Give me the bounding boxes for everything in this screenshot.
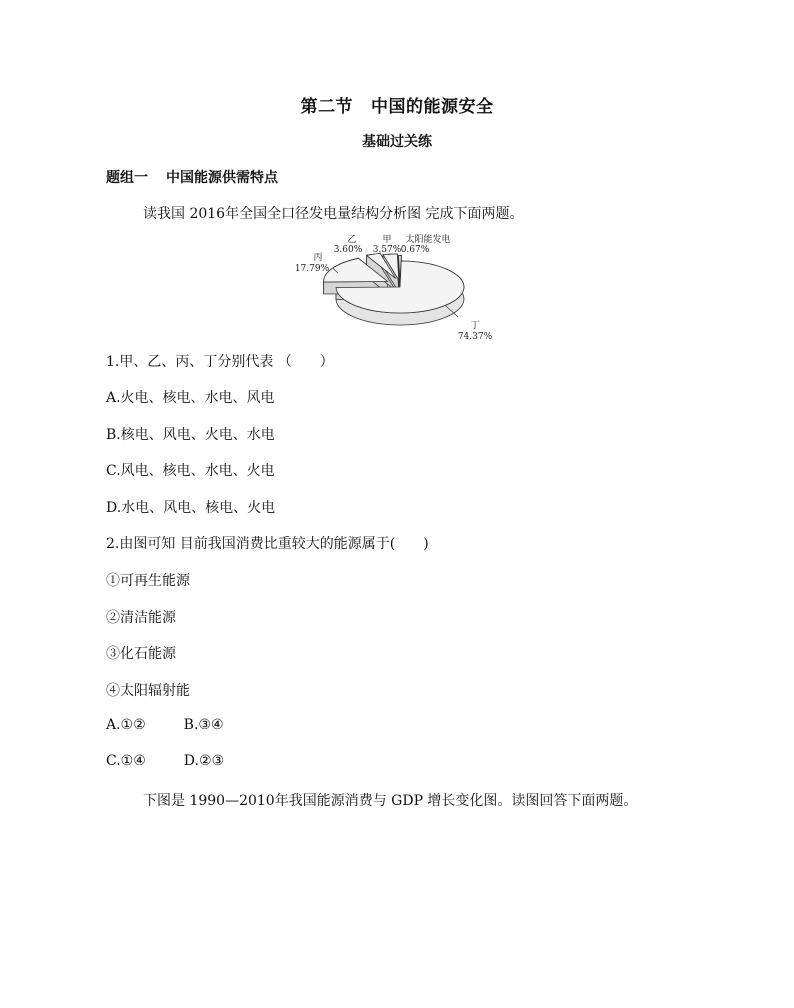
question-1-stem: 1.甲、乙、丙、丁分别代表 （ ）	[106, 354, 334, 370]
pie-chart	[290, 225, 510, 350]
pie-label-value-3: 3.57%	[372, 245, 402, 255]
pie-chart-svg	[290, 225, 510, 350]
section-label: 题组一	[106, 170, 148, 186]
intro-paragraph-1: 读我国 2016年全国全口径发电量结构分析图 完成下面两题。	[143, 206, 524, 222]
question-2-option-d: D.②③	[183, 753, 225, 769]
pie-label-name-3: 甲	[382, 235, 392, 245]
pie-leader-line-4	[400, 255, 402, 256]
question-2-options-row-1	[106, 717, 224, 733]
page-subtitle: 基础过关练	[362, 134, 432, 150]
pie-label-value-1: 17.79%	[294, 264, 330, 274]
pie-label-value-0: 74.37%	[457, 332, 493, 342]
title-part1: 第二节	[300, 97, 353, 117]
question-2-option-b: B.③④	[183, 717, 224, 733]
question-1-option-c: C.风电、核电、水电、火电	[106, 463, 275, 479]
section-heading	[106, 167, 278, 187]
question-2-statement-2: ②清洁能源	[106, 610, 176, 626]
title-part2: 中国的能源安全	[371, 97, 494, 117]
pie-label-name-0: 丁	[470, 321, 480, 331]
pie-label-value-2: 3.60%	[333, 245, 363, 255]
question-2-stem: 2.由图可知 目前我国消费比重较大的能源属于( )	[106, 536, 429, 552]
intro-paragraph-2: 下图是 1990—2010年我国能源消费与 GDP 增长变化图。读图回答下面两题。	[143, 793, 638, 809]
question-2-statement-1: ①可再生能源	[106, 573, 190, 589]
question-1-option-d: D.水电、风电、核电、火电	[106, 500, 276, 516]
question-1-option-a: A.火电、核电、水电、风电	[106, 390, 275, 406]
question-2-statement-3: ③化石能源	[106, 646, 176, 662]
question-1-option-b: B.核电、风电、火电、水电	[106, 427, 275, 443]
pie-label-name-1: 丙	[313, 253, 323, 263]
section-name: 中国能源供需特点	[166, 170, 278, 186]
pie-label-name-2: 乙	[347, 235, 357, 245]
question-2-option-c: C.①④	[106, 753, 146, 769]
question-2-option-a: A.①②	[106, 717, 146, 733]
question-2-options-row-2	[106, 753, 224, 769]
pie-label-name-4: 太阳能发电	[405, 235, 451, 245]
pie-label-value-4: 0.67%	[400, 245, 430, 255]
page-title	[0, 92, 794, 117]
question-2-statement-4: ④太阳辐射能	[106, 683, 190, 699]
